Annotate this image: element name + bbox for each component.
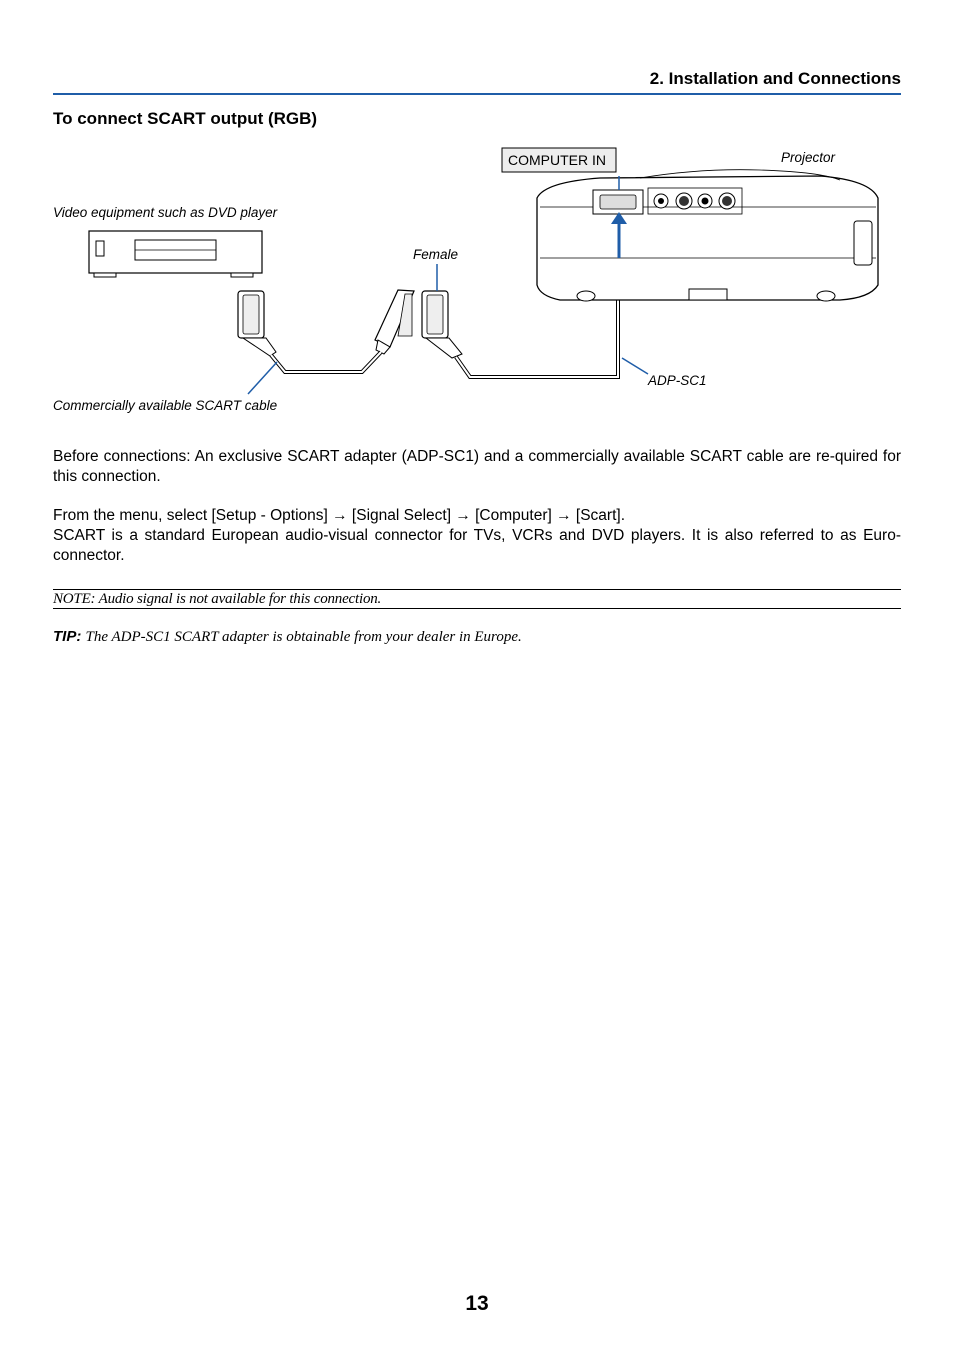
projector-illustration (537, 170, 878, 301)
adapter-label: ADP-SC1 (648, 373, 707, 388)
note-box (53, 589, 901, 609)
computer-in-label: COMPUTER IN (508, 152, 606, 168)
tip (53, 628, 522, 646)
projector-label: Projector (781, 150, 836, 165)
menu-instruction: From the menu, select [Setup - Options] → [Signal Select] → [Computer] → [Scart]. (53, 507, 626, 524)
header-rule (53, 93, 901, 95)
tip-text: The ADP-SC1 SCART adapter is obtainable from your dealer in Europe. (85, 629, 522, 645)
paragraph-requirements: Before connections: An exclusive SCART adapter (ADP-SC1) and a commercially available SCART cable are re-quired for this connection. (53, 448, 901, 485)
note-text: NOTE: Audio signal is not available for this connection. (53, 591, 382, 607)
tip-label: TIP: (53, 628, 82, 645)
dvd-player-illustration (89, 231, 262, 277)
scart-description: SCART is a standard European audio-visual connector for TVs, VCRs and DVD players. It is also referred to as Euro-connector. (53, 527, 901, 564)
female-label: Female (413, 247, 459, 262)
page-heading: To connect SCART output (RGB) (53, 109, 318, 128)
video-equipment-label: Video equipment such as DVD player (53, 205, 278, 220)
section-title: 2. Installation and Connections (649, 69, 901, 88)
cable-label: Commercially available SCART cable (53, 398, 278, 413)
scart-cable-illustration (238, 290, 414, 372)
connection-diagram (0, 140, 954, 430)
page-number: 13 (465, 1292, 489, 1315)
